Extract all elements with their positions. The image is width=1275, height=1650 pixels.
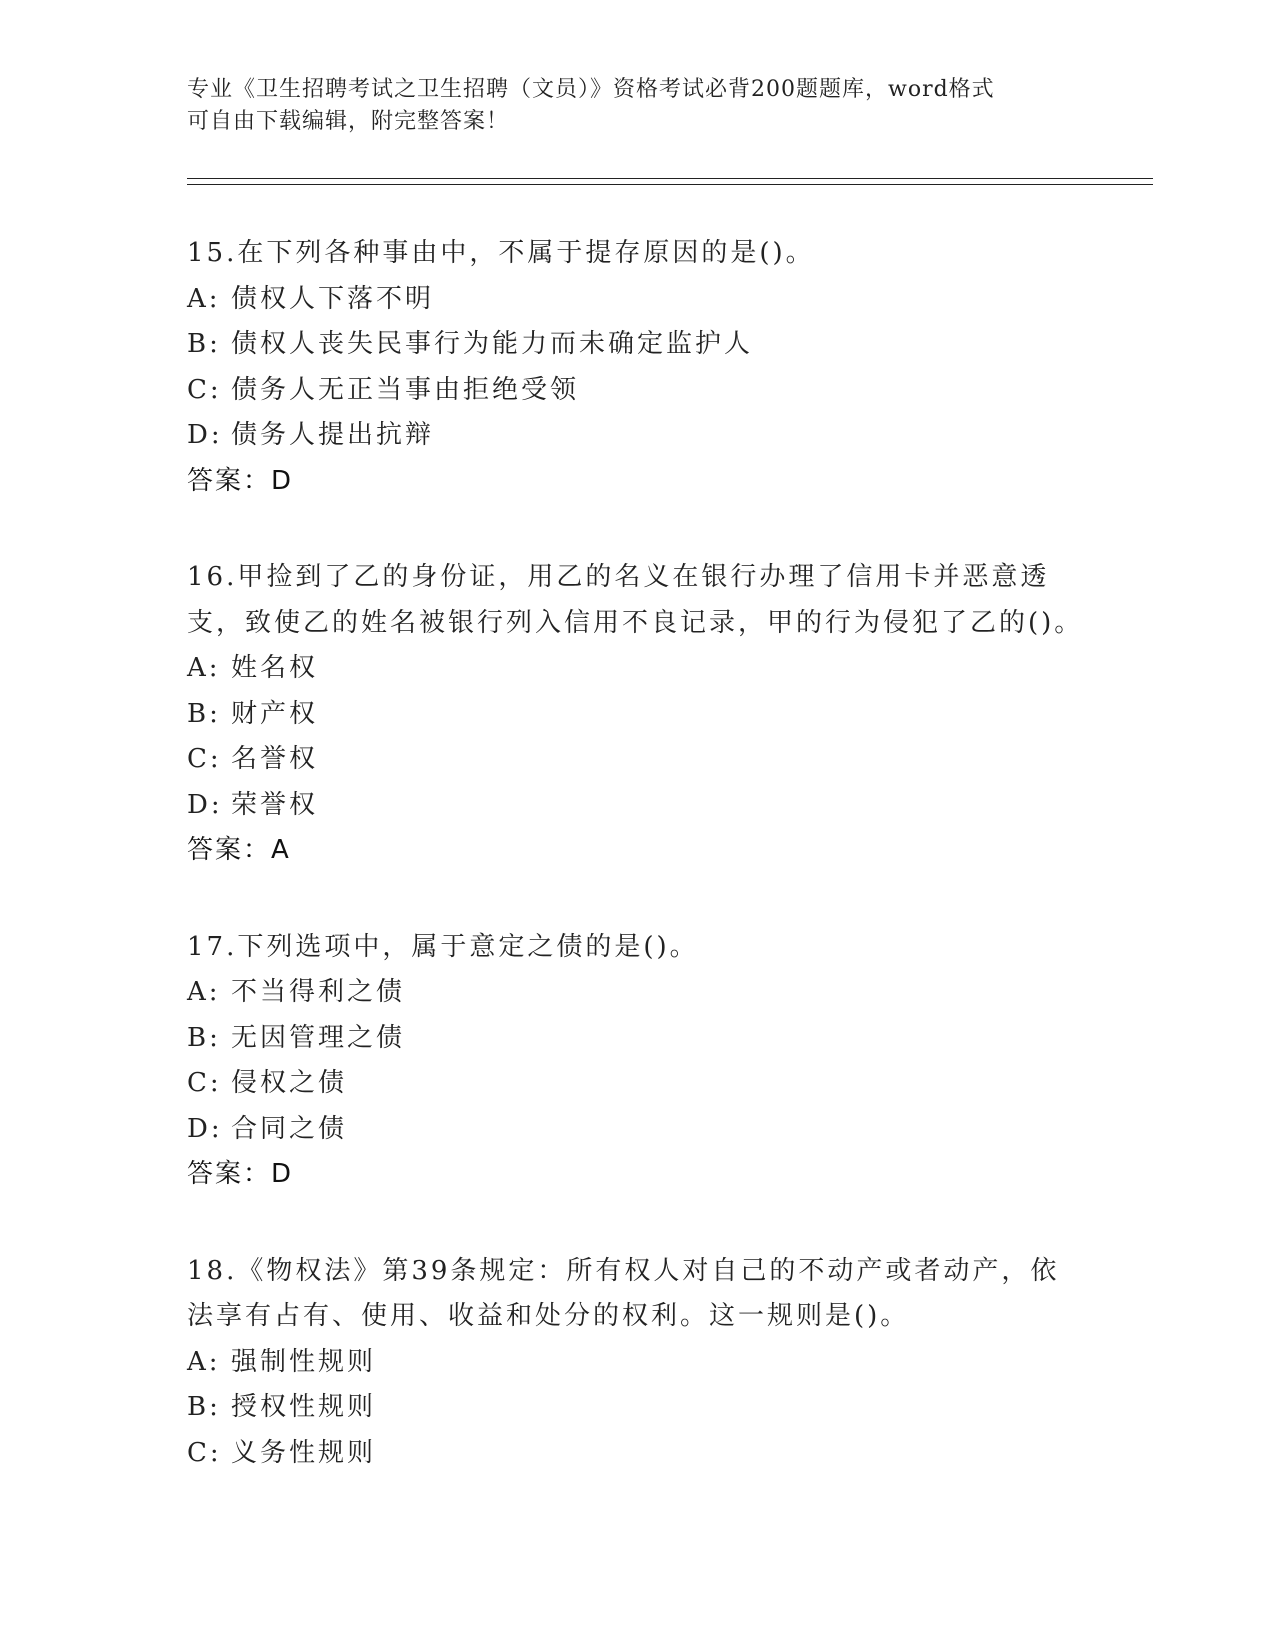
option-d [187, 783, 1087, 829]
option-text: 荣誉权 [231, 789, 319, 820]
option-letter: D: [187, 420, 223, 450]
question-list [187, 231, 1087, 1527]
option-letter: B: [187, 1392, 221, 1422]
option-letter: C: [187, 1437, 222, 1468]
option-text: 强制性规则 [231, 1346, 377, 1377]
option-letter: D: [187, 1113, 223, 1144]
answer-line: 答案：D [187, 465, 294, 496]
document-header [187, 74, 1087, 138]
option-letter: A: [187, 977, 221, 1007]
option-letter: B: [187, 1022, 221, 1053]
question-stem: 15.在下列各种事由中，不属于提存原因的是()。 [187, 238, 815, 268]
option-b [187, 1016, 1087, 1062]
option-text: 无因管理之债 [231, 1022, 406, 1053]
option-c [187, 1061, 1087, 1107]
option-text: 债权人丧失民事行为能力而未确定监护人 [231, 329, 754, 359]
option-c [187, 1431, 1087, 1477]
question-17 [187, 925, 1087, 1198]
option-text: 姓名权 [231, 653, 319, 683]
question-15 [187, 231, 1087, 504]
option-letter: C: [187, 1068, 222, 1098]
option-text: 合同之债 [231, 1113, 348, 1144]
option-letter: B: [187, 329, 221, 359]
option-letter: A: [187, 283, 221, 314]
option-letter: A: [187, 653, 221, 683]
option-a [187, 277, 1087, 323]
option-text: 义务性规则 [231, 1437, 377, 1468]
answer-line: 答案：A [187, 835, 291, 865]
question-stem: 16.甲捡到了乙的身份证，用乙的名义在银行办理了信用卡并恶意透支，致使乙的姓名被银行列入信用不良记录，甲的行为侵犯了乙的()。 [187, 562, 1084, 638]
option-b [187, 1385, 1087, 1431]
option-text: 名誉权 [231, 744, 319, 774]
option-letter: D: [187, 789, 223, 820]
header-double-rule [187, 178, 1153, 185]
option-d [187, 413, 1087, 459]
option-text: 债务人无正当事由拒绝受领 [231, 374, 580, 405]
option-c [187, 368, 1087, 414]
option-text: 财产权 [231, 698, 319, 729]
option-a [187, 970, 1087, 1016]
answer-line: 答案：D [187, 1159, 294, 1189]
option-text: 授权性规则 [231, 1392, 377, 1422]
option-d [187, 1107, 1087, 1153]
question-stem: 17.下列选项中，属于意定之债的是()。 [187, 931, 699, 962]
question-18 [187, 1249, 1087, 1477]
option-letter: C: [187, 374, 222, 405]
option-letter: C: [187, 744, 222, 774]
header-line-2: 可自由下载编辑，附完整答案！ [187, 109, 510, 134]
option-text: 债权人下落不明 [231, 283, 435, 314]
question-16 [187, 555, 1087, 874]
option-text: 不当得利之债 [231, 977, 406, 1007]
option-text: 侵权之债 [231, 1068, 348, 1098]
option-text: 债务人提出抗辩 [231, 420, 435, 450]
option-b [187, 692, 1087, 738]
option-letter: B: [187, 698, 221, 729]
option-a [187, 646, 1087, 692]
question-stem: 18.《物权法》第39条规定：所有权人对自己的不动产或者动产，依法享有占有、使用、收益和处分的权利。这一规则是()。 [187, 1255, 1060, 1331]
option-c [187, 737, 1087, 783]
option-letter: A: [187, 1346, 221, 1377]
option-b [187, 322, 1087, 368]
option-a [187, 1340, 1087, 1386]
header-line-1: 专业《卫生招聘考试之卫生招聘（文员）》资格考试必背200题题库，word格式 [187, 77, 995, 102]
